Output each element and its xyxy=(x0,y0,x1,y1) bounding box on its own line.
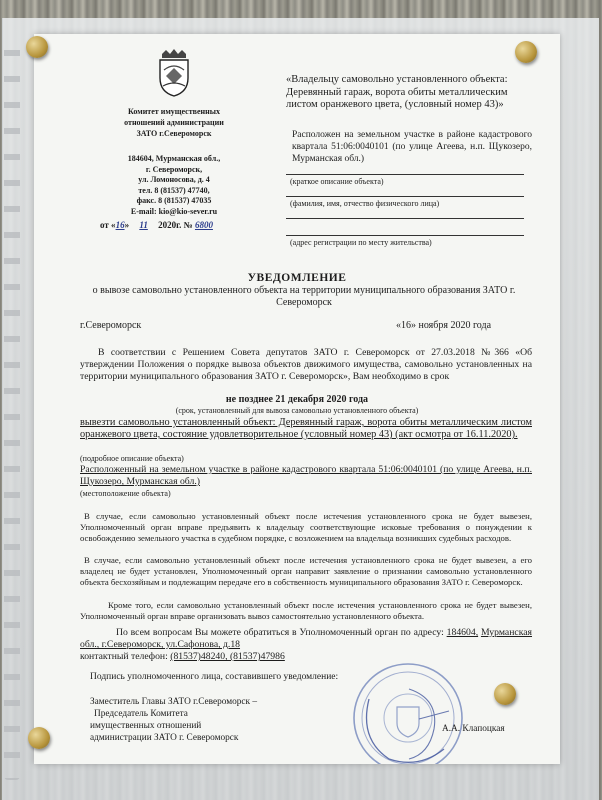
deadline: не позднее 21 декабря 2020 года xyxy=(225,394,369,405)
push-pin-icon xyxy=(494,683,516,705)
caption-name: (фамилия, имя, отчество физического лица) xyxy=(290,199,440,208)
address-line: тел. 8 (81537) 47740, xyxy=(138,185,210,195)
document-number: 6800 xyxy=(194,220,213,230)
contact-phone: (81537)48240, (81537)47986 xyxy=(170,651,285,662)
outgoing-date-number: от «16» 11 2020г. № 6800 xyxy=(100,220,213,230)
place: г.Североморск xyxy=(80,320,142,331)
paragraph-ownerless: В случае, если самовольно установленный объект после истечения установленного срока не будет вывезен, а его владелец не будет установлен, Уполномоченный орган направит заявление о признании самовольно установленного объекта бесхозяйным и подлежащим передаче его в собственность муниципального образования ЗАТО г. Североморск. xyxy=(80,555,532,587)
addressee-location: Расположен на земельном участке в районе кадастрового квартала 51:06:0040101 (по улице Агеева, н.п. Щукозеро, Мурманская обл.) xyxy=(292,130,532,164)
date-day: 16 xyxy=(115,220,125,230)
push-pin-icon xyxy=(28,727,50,749)
name-line xyxy=(286,196,524,197)
address-line: ул. Ломоносова, д. 4 xyxy=(138,175,210,184)
org-line: отношений администрации xyxy=(124,118,224,127)
notice-subtitle: о вывозе самовольно установленного объекта на территории муниципального образования ЗАТО г. Североморск xyxy=(92,285,516,308)
notice-title: УВЕДОМЛЕНИЕ xyxy=(247,272,347,284)
address-line: г. Североморск, xyxy=(145,164,203,174)
address-line: E-mail: kio@kio-sever.ru xyxy=(130,206,218,216)
notice-sheet xyxy=(34,34,560,764)
address-line-1 xyxy=(286,218,524,219)
location-caption: (местоположение объекта) xyxy=(80,489,171,498)
address-line: 184604, Мурманская обл., xyxy=(127,154,221,163)
official-seal-icon xyxy=(349,659,467,764)
address-line-2 xyxy=(286,235,524,236)
paragraph-decision: В соответствии с Решением Совета депутатов ЗАТО г. Североморск от 27.03.2018 №366 «Об утверждении Положения о порядке вывоза объектов движимого имущества, самовольно установленных на территории муниципального образования ЗАТО г. Североморск», Вам необходимо в срок xyxy=(80,347,532,382)
caption-object: (краткое описание объекта) xyxy=(290,177,384,186)
deadline-caption: (срок, установленный для вывоза самовольно установленного объекта) xyxy=(175,406,419,415)
object-location: Расположенный на земельном участке в районе кадастрового квартала 51:06:0040101 (по улице Агеева, н.п. Щукозеро, Мурманская обл.) xyxy=(80,464,532,487)
org-line: Комитет имущественных xyxy=(128,107,220,116)
caption-address: (адрес регистрации по месту жительства) xyxy=(290,238,432,247)
coat-of-arms-icon xyxy=(154,48,194,98)
organization-address xyxy=(94,154,254,217)
push-pin-icon xyxy=(515,41,537,63)
date-month: 11 xyxy=(139,220,148,230)
addressee-description: «Владельцу самовольно установленного объекта: Деревянный гараж, ворота обиты металлическим листом оранжевого цвета, (условный номер 43)» xyxy=(286,74,508,110)
object-description: вывезти самовольно установленный объект: Деревянный гараж, ворота обиты металлическим листом оранжевого цвета, состояние удовлетворительное (условный номер 43) (акт осмотра от 16.11.2020). xyxy=(80,417,532,440)
signer-name: А.А. Клапоцкая xyxy=(442,724,505,734)
org-line: ЗАТО г.Североморск xyxy=(136,129,212,138)
object-description-line xyxy=(286,174,524,175)
paragraph-court: В случае, если самовольно установленный объект после истечения установленного срока не будет вывезен, Уполномоченный орган вправе предъявить к владельцу соответствующие исковые требования о понуждении к освобождению земельного участка в судебном порядке, с возложением на владельца возникших судебных расходов. xyxy=(80,511,532,543)
notice-date: «16» ноября 2020 года xyxy=(396,320,492,331)
organization-name xyxy=(94,106,254,139)
signer-position: Заместитель Главы ЗАТО г.Североморск – Председатель Комитета имущественных отношений администрации ЗАТО г. Североморск xyxy=(90,697,258,743)
address-line: факс. 8 (81537) 47035 xyxy=(136,196,212,205)
paragraph-removal: Кроме того, если самовольно установленный объект после истечения установленного срока не будет вывезен, Уполномоченный орган вправе организовать вывоз самостоятельно установленного объекта. xyxy=(80,600,532,621)
push-pin-icon xyxy=(26,36,48,58)
object-caption: (подробное описание объекта) xyxy=(80,454,184,463)
contact-block: По всем вопросам Вы можете обратиться в Уполномоченный орган по адресу: 184604, Мурманская обл., г.Североморск, ул.Сафонова, д.18 контактный телефон: (81537)48240, (81537)47986 xyxy=(80,627,533,662)
signature-intro: Подпись уполномоченного лица, составившего уведомление: xyxy=(90,672,339,682)
sleeve-perforation xyxy=(4,40,20,780)
